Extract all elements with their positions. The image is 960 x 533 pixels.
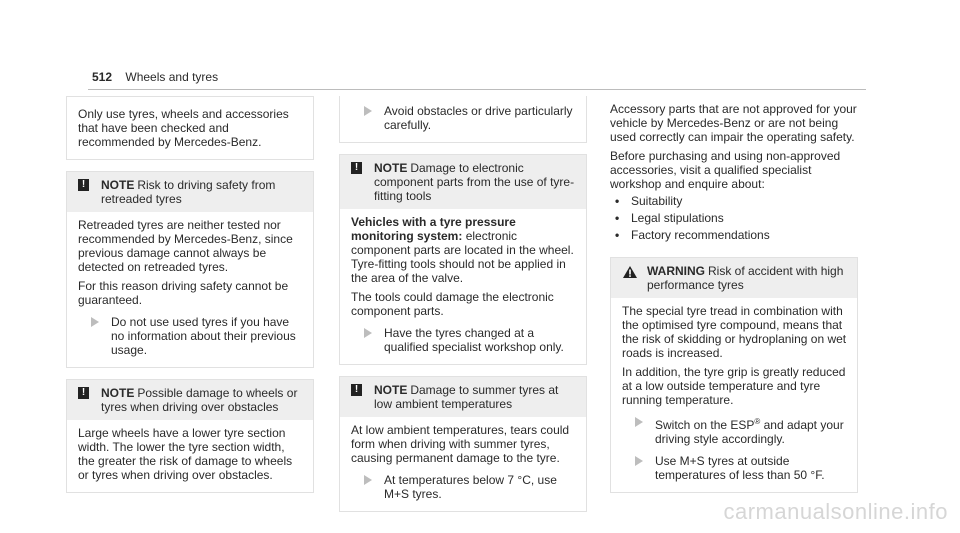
- warning-paragraph: In addition, the tyre grip is greatly reduced at a low outside temperature and tyre running temperature.: [622, 365, 846, 407]
- page-number: 512: [92, 70, 113, 84]
- exclamation-icon: !: [351, 162, 362, 174]
- instruction-step: [351, 473, 576, 501]
- arrow-right-icon: [364, 475, 372, 485]
- exclamation-icon: !: [78, 179, 89, 191]
- watermark: carmanualsonline.info: [723, 499, 948, 524]
- note-keyword: NOTE: [374, 161, 408, 175]
- note-paragraph: At low ambient temperatures, tears could form when driving with summer tyres, causing permanent damage to the tyre.: [351, 423, 570, 465]
- arrow-right-icon: [364, 106, 372, 116]
- note-paragraph: Large wheels have a lower tyre section width. The lower the tyre section width, the greater the risk of damage to wheels or tyres when driving over obstacles.: [78, 426, 293, 482]
- page-header: [92, 70, 218, 85]
- arrow-right-icon: [91, 317, 99, 327]
- step-text: Have the tyres changed at a qualified specialist workshop only.: [384, 326, 564, 354]
- note-title: Damage to summer tyres at low ambient temperatures: [374, 383, 559, 411]
- warning-paragraph: The special tyre tread in combination with the optimised tyre compound, means that the risk of skidding or hydroplaning on wet roads is increased.: [622, 304, 847, 360]
- step-text: At temperatures below 7 °C, use M+S tyres.: [384, 473, 557, 501]
- bullet-icon: •: [615, 211, 620, 225]
- intro-text: Only use tyres, wheels and accessories that have been checked and recommended by Mercedes-Benz.: [78, 107, 289, 149]
- arrow-right-icon: [635, 456, 643, 466]
- column-2: [339, 96, 587, 512]
- note-keyword: NOTE: [101, 386, 135, 400]
- note-header: [340, 155, 586, 209]
- header-divider: [88, 89, 866, 90]
- step-text: Avoid obstacles or drive particularly carefully.: [384, 104, 573, 132]
- note-header: [340, 377, 586, 417]
- intro-box: [66, 96, 314, 160]
- list-item: • Legal stipulations: [610, 211, 858, 225]
- exclamation-icon: !: [351, 384, 362, 396]
- note-summer-tyres: [339, 376, 587, 512]
- body-paragraph: Before purchasing and using non-approved accessories, visit a qualified specialist workshop and enquire about:: [610, 149, 841, 191]
- list-item: • Suitability: [610, 194, 858, 208]
- note-paragraph: Retreaded tyres are neither tested nor recommended by Mercedes-Benz, since previous damage cannot always be detected on retreaded tyres.: [78, 218, 293, 274]
- step-text: Use M+S tyres at outside temperatures of less than 50 °F.: [655, 454, 825, 482]
- instruction-step: [78, 315, 303, 357]
- arrow-right-icon: [635, 417, 643, 427]
- section-title: Wheels and tyres: [125, 70, 219, 84]
- note-paragraph: For this reason driving safety cannot be guaranteed.: [78, 279, 289, 307]
- column-3: [610, 102, 858, 493]
- note-header: [67, 380, 313, 420]
- warning-high-performance-tyres: [610, 257, 858, 493]
- step-text: Do not use used tyres if you have no information about their previous usage.: [111, 315, 296, 357]
- note-title: Risk to driving safety from retreaded tyres: [101, 178, 276, 206]
- note-text: electronic component parts are located in the wheel. Tyre-fitting tools should not be applied in the area of the valve.: [351, 229, 574, 285]
- warning-title: Risk of accident with high performance tyres: [647, 264, 844, 292]
- instruction-step: [622, 415, 847, 446]
- note-subheading: Vehicles with a tyre pressure monitoring system:: [351, 215, 516, 243]
- note-keyword: NOTE: [374, 383, 408, 397]
- body-paragraph: Accessory parts that are not approved for your vehicle by Mercedes-Benz or are not being used correctly can impair the operating safety.: [610, 102, 857, 144]
- list-item: • Factory recommendations: [610, 228, 858, 242]
- warning-keyword: WARNING: [647, 264, 705, 278]
- warning-header: [611, 258, 857, 298]
- continued-box: [339, 96, 587, 143]
- note-title: Possible damage to wheels or tyres when driving over obstacles: [101, 386, 298, 414]
- note-header: [67, 172, 313, 212]
- bullet-icon: •: [615, 228, 620, 242]
- bullet-icon: •: [615, 194, 620, 208]
- note-paragraph: [351, 215, 576, 285]
- note-retreaded-tyres: [66, 171, 314, 368]
- instruction-step: [622, 454, 847, 482]
- exclamation-icon: !: [78, 387, 89, 399]
- bullet-list: [610, 194, 858, 242]
- note-keyword: NOTE: [101, 178, 135, 192]
- column-1: [66, 96, 314, 493]
- step-text: Switch on the ESP® and adapt your driving style accordingly.: [655, 417, 844, 446]
- instruction-step: [351, 104, 576, 132]
- note-tyre-fitting-tools: [339, 154, 587, 365]
- note-title: Damage to electronic component parts from the use of tyre-fitting tools: [374, 161, 575, 203]
- note-obstacles: [66, 379, 314, 493]
- warning-triangle-icon: [623, 265, 637, 277]
- instruction-step: [351, 326, 576, 354]
- note-paragraph: The tools could damage the electronic component parts.: [351, 290, 554, 318]
- arrow-right-icon: [364, 328, 372, 338]
